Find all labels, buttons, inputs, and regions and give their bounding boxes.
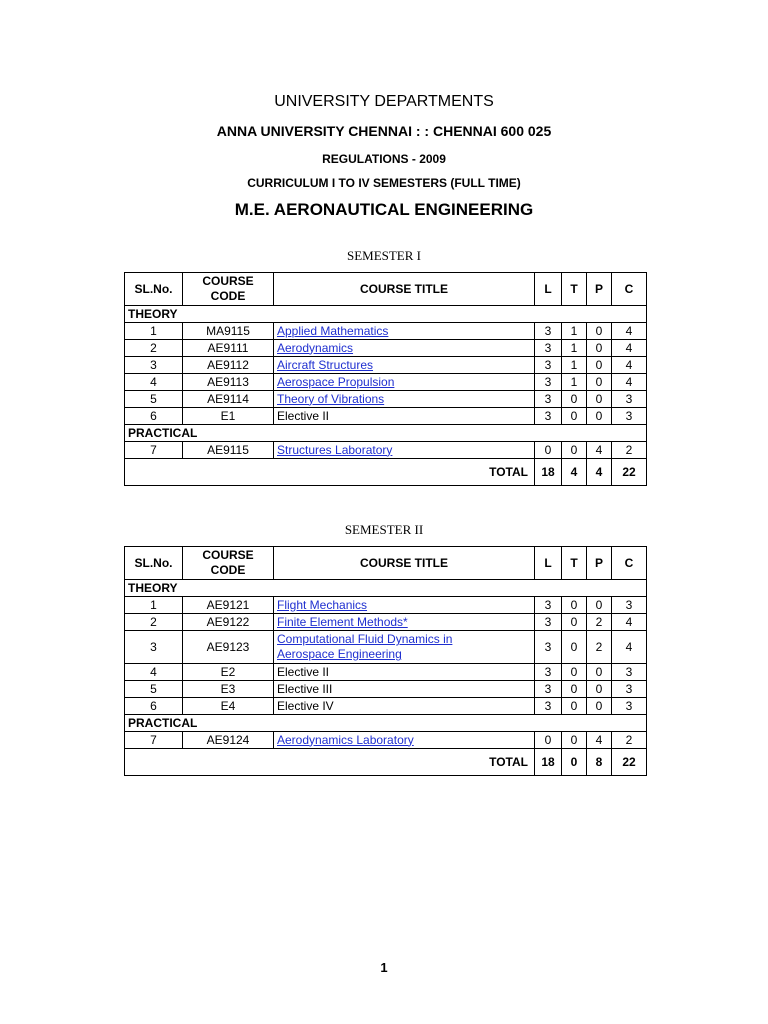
course-slno: 5	[125, 391, 183, 408]
course-c: 4	[612, 323, 647, 340]
course-l: 3	[535, 664, 562, 681]
l-header: L	[535, 547, 562, 580]
course-p: 4	[587, 732, 612, 749]
course-t: 0	[562, 391, 587, 408]
course-t: 0	[562, 614, 587, 631]
course-code: E3	[183, 681, 274, 698]
c-header: C	[612, 273, 647, 306]
course-row	[125, 664, 647, 681]
semester-2-body	[125, 547, 647, 776]
semester-1-body	[125, 273, 647, 486]
course-l: 3	[535, 597, 562, 614]
course-c: 4	[612, 614, 647, 631]
course-l: 3	[535, 323, 562, 340]
university-heading: ANNA UNIVERSITY CHENNAI : : CHENNAI 600 025	[216, 123, 552, 139]
department-heading: UNIVERSITY DEPARTMENTS	[274, 93, 494, 110]
course-title-link[interactable]: Aircraft Structures	[277, 357, 374, 372]
semester-2-table	[124, 546, 647, 776]
course-code: AE9114	[183, 391, 274, 408]
course-code: E2	[183, 664, 274, 681]
total-l: 18	[535, 459, 562, 486]
section-row	[125, 715, 647, 732]
course-c: 4	[612, 631, 647, 664]
course-code-header-line2: CODE	[210, 563, 246, 577]
course-row	[125, 681, 647, 698]
course-t: 0	[562, 664, 587, 681]
course-code: AE9123	[183, 631, 274, 664]
course-slno: 6	[125, 408, 183, 425]
course-l: 3	[535, 698, 562, 715]
course-title-cell	[274, 631, 535, 664]
course-p: 0	[587, 408, 612, 425]
course-title: Elective II	[277, 664, 330, 679]
course-title-cell	[274, 614, 535, 631]
course-t: 0	[562, 631, 587, 664]
course-p: 2	[587, 614, 612, 631]
course-p: 2	[587, 631, 612, 664]
course-title-link[interactable]: Aerodynamics	[277, 340, 354, 355]
course-l: 3	[535, 631, 562, 664]
course-row	[125, 614, 647, 631]
course-title-cell	[274, 442, 535, 459]
course-c: 2	[612, 732, 647, 749]
course-t: 0	[562, 732, 587, 749]
total-row	[125, 749, 647, 776]
semester-1-heading: SEMESTER I	[346, 248, 422, 263]
total-c: 22	[612, 459, 647, 486]
course-l: 3	[535, 614, 562, 631]
course-title-link[interactable]: Aerospace Propulsion	[277, 374, 395, 389]
course-l: 3	[535, 408, 562, 425]
regulations-heading: REGULATIONS - 2009	[322, 152, 446, 166]
course-title-link[interactable]: Applied Mathematics	[277, 323, 389, 338]
course-row	[125, 597, 647, 614]
course-title-link[interactable]: Finite Element Methods*	[277, 614, 408, 629]
course-title-cell	[274, 681, 535, 698]
course-title-header: COURSE TITLE	[274, 273, 535, 306]
course-l: 3	[535, 374, 562, 391]
course-code-header-line1: COURSE	[202, 274, 254, 288]
course-t: 0	[562, 442, 587, 459]
course-row	[125, 408, 647, 425]
course-c: 3	[612, 698, 647, 715]
course-t: 0	[562, 597, 587, 614]
section-label: THEORY	[125, 306, 647, 323]
course-title-cell	[274, 597, 535, 614]
section-label: THEORY	[125, 580, 647, 597]
total-p: 8	[587, 749, 612, 776]
course-t: 1	[562, 357, 587, 374]
course-code: AE9113	[183, 374, 274, 391]
course-title-link-line2[interactable]: Aerospace Engineering	[277, 647, 402, 661]
course-row	[125, 698, 647, 715]
course-row	[125, 732, 647, 749]
total-p: 4	[587, 459, 612, 486]
course-slno: 7	[125, 732, 183, 749]
course-title-cell	[274, 664, 535, 681]
course-c: 4	[612, 374, 647, 391]
c-header: C	[612, 547, 647, 580]
course-code: MA9115	[183, 323, 274, 340]
course-row	[125, 442, 647, 459]
slno-header: SL.No.	[125, 273, 183, 306]
course-c: 3	[612, 391, 647, 408]
course-p: 4	[587, 442, 612, 459]
course-title-cell	[274, 357, 535, 374]
section-label: PRACTICAL	[125, 425, 647, 442]
total-t: 0	[562, 749, 587, 776]
total-t: 4	[562, 459, 587, 486]
course-row	[125, 357, 647, 374]
course-code-header-line2: CODE	[210, 289, 246, 303]
course-c: 2	[612, 442, 647, 459]
course-title-cell	[274, 323, 535, 340]
semester-2-heading: SEMESTER II	[344, 522, 424, 537]
course-l: 0	[535, 442, 562, 459]
course-title-link[interactable]: Structures Laboratory	[277, 442, 393, 457]
total-label: TOTAL	[125, 749, 535, 776]
course-slno: 1	[125, 597, 183, 614]
course-code-header	[183, 273, 274, 306]
course-slno: 5	[125, 681, 183, 698]
course-p: 0	[587, 374, 612, 391]
course-p: 0	[587, 597, 612, 614]
course-slno: 3	[125, 357, 183, 374]
total-label: TOTAL	[125, 459, 535, 486]
course-slno: 7	[125, 442, 183, 459]
total-l: 18	[535, 749, 562, 776]
course-c: 4	[612, 340, 647, 357]
course-c: 4	[612, 357, 647, 374]
course-title-cell	[274, 698, 535, 715]
course-p: 0	[587, 698, 612, 715]
course-code-header-line1: COURSE	[202, 548, 254, 562]
section-row	[125, 425, 647, 442]
course-t: 1	[562, 340, 587, 357]
course-title-header: COURSE TITLE	[274, 547, 535, 580]
course-c: 3	[612, 597, 647, 614]
course-t: 0	[562, 681, 587, 698]
programme-title: M.E. AERONAUTICAL ENGINEERING	[234, 200, 534, 219]
course-slno: 4	[125, 664, 183, 681]
course-title-link[interactable]: Flight Mechanics	[277, 597, 368, 612]
course-title: Elective II	[277, 408, 330, 423]
l-header: L	[535, 273, 562, 306]
course-code: AE9122	[183, 614, 274, 631]
course-code: AE9115	[183, 442, 274, 459]
course-slno: 3	[125, 631, 183, 664]
course-title-cell	[274, 374, 535, 391]
course-title-cell	[274, 732, 535, 749]
course-title-link[interactable]: Computational Fluid Dynamics in	[277, 632, 453, 646]
course-code: AE9111	[183, 340, 274, 357]
section-label: PRACTICAL	[125, 715, 647, 732]
course-row	[125, 374, 647, 391]
course-code: E4	[183, 698, 274, 715]
course-l: 0	[535, 732, 562, 749]
course-l: 3	[535, 681, 562, 698]
course-t: 1	[562, 374, 587, 391]
curriculum-heading: CURRICULUM I TO IV SEMESTERS (FULL TIME)	[247, 176, 521, 190]
t-header: T	[562, 273, 587, 306]
course-title: Elective IV	[277, 698, 334, 713]
course-title-cell	[274, 408, 535, 425]
course-p: 0	[587, 681, 612, 698]
course-row	[125, 323, 647, 340]
course-p: 0	[587, 323, 612, 340]
header-row	[125, 547, 647, 580]
course-l: 3	[535, 340, 562, 357]
course-title-link[interactable]: Aerodynamics Laboratory	[277, 732, 414, 747]
t-header: T	[562, 547, 587, 580]
course-p: 0	[587, 357, 612, 374]
course-title-link[interactable]: Theory of Vibrations	[277, 391, 385, 406]
course-t: 0	[562, 698, 587, 715]
section-row	[125, 306, 647, 323]
course-code: AE9124	[183, 732, 274, 749]
course-c: 3	[612, 664, 647, 681]
p-header: P	[587, 547, 612, 580]
course-slno: 2	[125, 340, 183, 357]
course-slno: 6	[125, 698, 183, 715]
course-title: Elective III	[277, 681, 333, 696]
course-l: 3	[535, 357, 562, 374]
course-t: 0	[562, 408, 587, 425]
course-p: 0	[587, 391, 612, 408]
course-code: AE9121	[183, 597, 274, 614]
course-t: 1	[562, 323, 587, 340]
course-row	[125, 391, 647, 408]
course-slno: 2	[125, 614, 183, 631]
course-title-cell	[274, 391, 535, 408]
course-row	[125, 631, 647, 664]
course-row	[125, 340, 647, 357]
total-c: 22	[612, 749, 647, 776]
course-slno: 1	[125, 323, 183, 340]
course-title-cell	[274, 340, 535, 357]
semester-1-table	[124, 272, 647, 486]
course-c: 3	[612, 681, 647, 698]
page-number: 1	[380, 960, 388, 975]
course-code-header	[183, 547, 274, 580]
header-row	[125, 273, 647, 306]
section-row	[125, 580, 647, 597]
total-row	[125, 459, 647, 486]
course-p: 0	[587, 340, 612, 357]
slno-header: SL.No.	[125, 547, 183, 580]
course-p: 0	[587, 664, 612, 681]
p-header: P	[587, 273, 612, 306]
course-l: 3	[535, 391, 562, 408]
course-c: 3	[612, 408, 647, 425]
course-slno: 4	[125, 374, 183, 391]
course-code: AE9112	[183, 357, 274, 374]
course-code: E1	[183, 408, 274, 425]
